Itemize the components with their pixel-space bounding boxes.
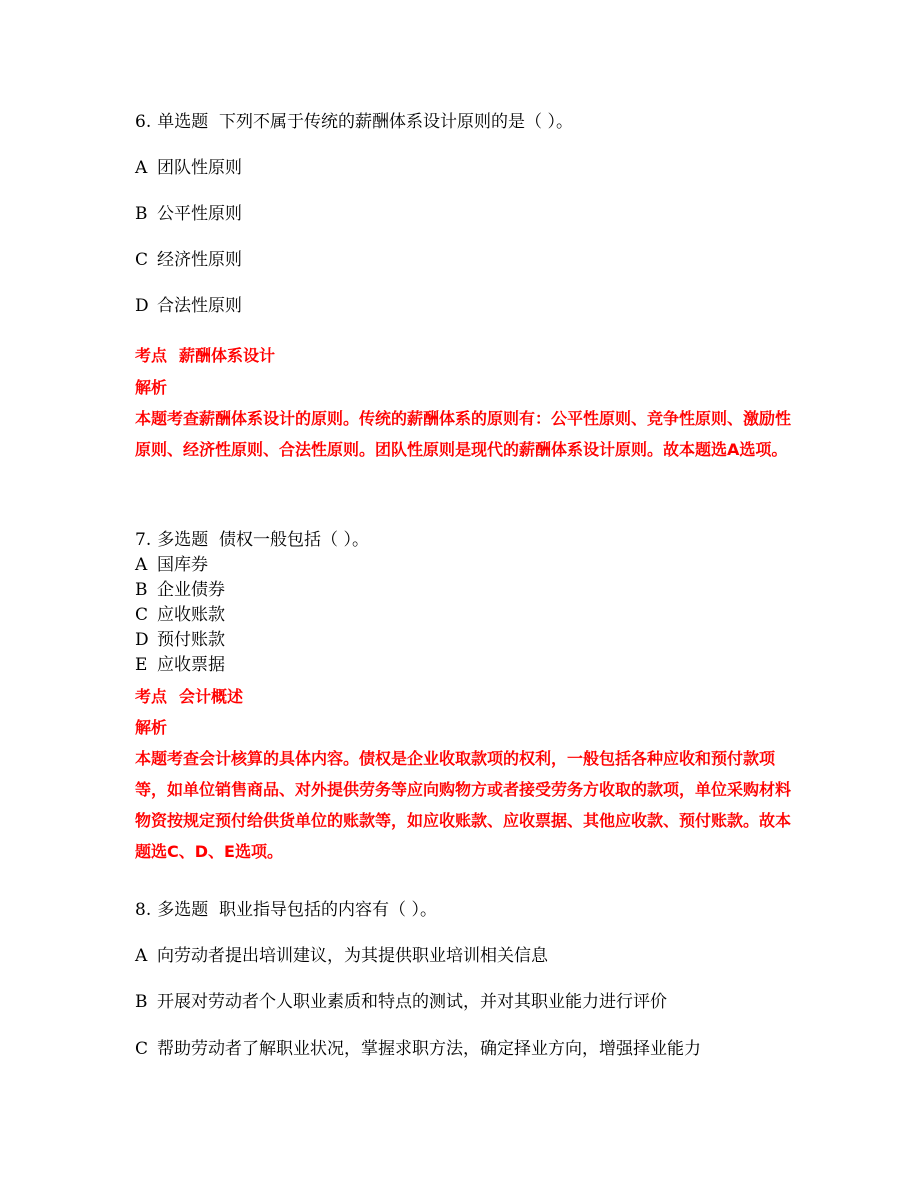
question-7-option-d [135, 629, 225, 651]
kaodian-topic: 薪酬体系设计 [179, 346, 276, 365]
option-text: 帮助劳动者了解职业状况，掌握求职方法，确定择业方向，增强择业能力 [157, 1039, 701, 1059]
question-type: 单选题 [157, 112, 209, 132]
option-text: 应收票据 [157, 655, 225, 675]
question-7-explanation: 本题考查会计核算的具体内容。债权是企业收取款项的权利，一般包括各种应收和预付款项等，如单位销售商品、对外提供劳务等应向购物方或者接受劳务方收取的款项，单位采购材料物资按规定预付给供货单位的账款等，如应收账款、应收票据、其他应收款、预付账款。故本题选C、D、E选项。 [135, 749, 792, 861]
question-6-explanation: 本题考查薪酬体系设计的原则。传统的薪酬体系的原则有：公平性原则、竞争性原则、激励性原则、经济性原则、合法性原则。团队性原则是现代的薪酬体系设计原则。故本题选A选项。 [135, 409, 792, 459]
option-letter: A [135, 946, 148, 966]
question-7-heading [135, 529, 369, 551]
option-letter: C [135, 605, 149, 625]
option-text: 开展对劳动者个人职业素质和特点的测试，并对其职业能力进行评价 [157, 992, 667, 1012]
option-text: 国库券 [157, 555, 208, 575]
question-6-option-a [135, 157, 242, 179]
option-text: 经济性原则 [157, 250, 242, 270]
question-type: 多选题 [157, 900, 209, 920]
question-type: 多选题 [157, 530, 209, 550]
option-text: 团队性原则 [157, 158, 242, 178]
question-8-option-a [135, 945, 548, 967]
question-7-option-c [135, 604, 225, 626]
question-6-jiexi-label: 解析 [135, 378, 168, 397]
question-stem: 下列不属于传统的薪酬体系设计原则的是（ ）。 [219, 112, 573, 132]
question-7-jiexi-label: 解析 [135, 718, 168, 737]
question-number: 8. [135, 900, 152, 920]
option-text: 向劳动者提出培训建议，为其提供职业培训相关信息 [157, 946, 548, 966]
question-stem: 职业指导包括的内容有（ ）。 [219, 900, 437, 920]
option-letter: C [135, 250, 149, 270]
option-letter: D [135, 296, 149, 316]
question-7-option-b [135, 579, 225, 601]
option-letter: D [135, 630, 149, 650]
question-6-option-b [135, 203, 242, 225]
question-8-heading [135, 899, 437, 921]
question-stem: 债权一般包括（ ）。 [219, 530, 369, 550]
option-letter: C [135, 1039, 149, 1059]
option-text: 企业债券 [157, 580, 225, 600]
question-6-heading [135, 111, 573, 133]
option-letter: A [135, 158, 148, 178]
kaodian-label: 考点 [135, 346, 168, 365]
option-letter: B [135, 580, 148, 600]
option-letter: B [135, 992, 148, 1012]
question-number: 7. [135, 530, 152, 550]
question-7-option-a [135, 554, 208, 576]
question-8-option-c [135, 1038, 701, 1060]
kaodian-label: 考点 [135, 687, 168, 706]
question-6-option-c [135, 249, 242, 271]
question-7-kaodian [135, 686, 243, 708]
kaodian-topic: 会计概述 [179, 687, 244, 706]
question-8-option-b [135, 991, 667, 1013]
option-text: 公平性原则 [157, 204, 242, 224]
option-text: 合法性原则 [157, 296, 242, 316]
question-6-option-d [135, 295, 242, 317]
option-text: 预付账款 [157, 630, 225, 650]
option-letter: B [135, 204, 148, 224]
question-7-option-e [135, 654, 225, 676]
question-number: 6. [135, 112, 152, 132]
question-6-kaodian [135, 345, 275, 367]
option-letter: E [135, 655, 148, 675]
option-letter: A [135, 555, 148, 575]
option-text: 应收账款 [157, 605, 225, 625]
